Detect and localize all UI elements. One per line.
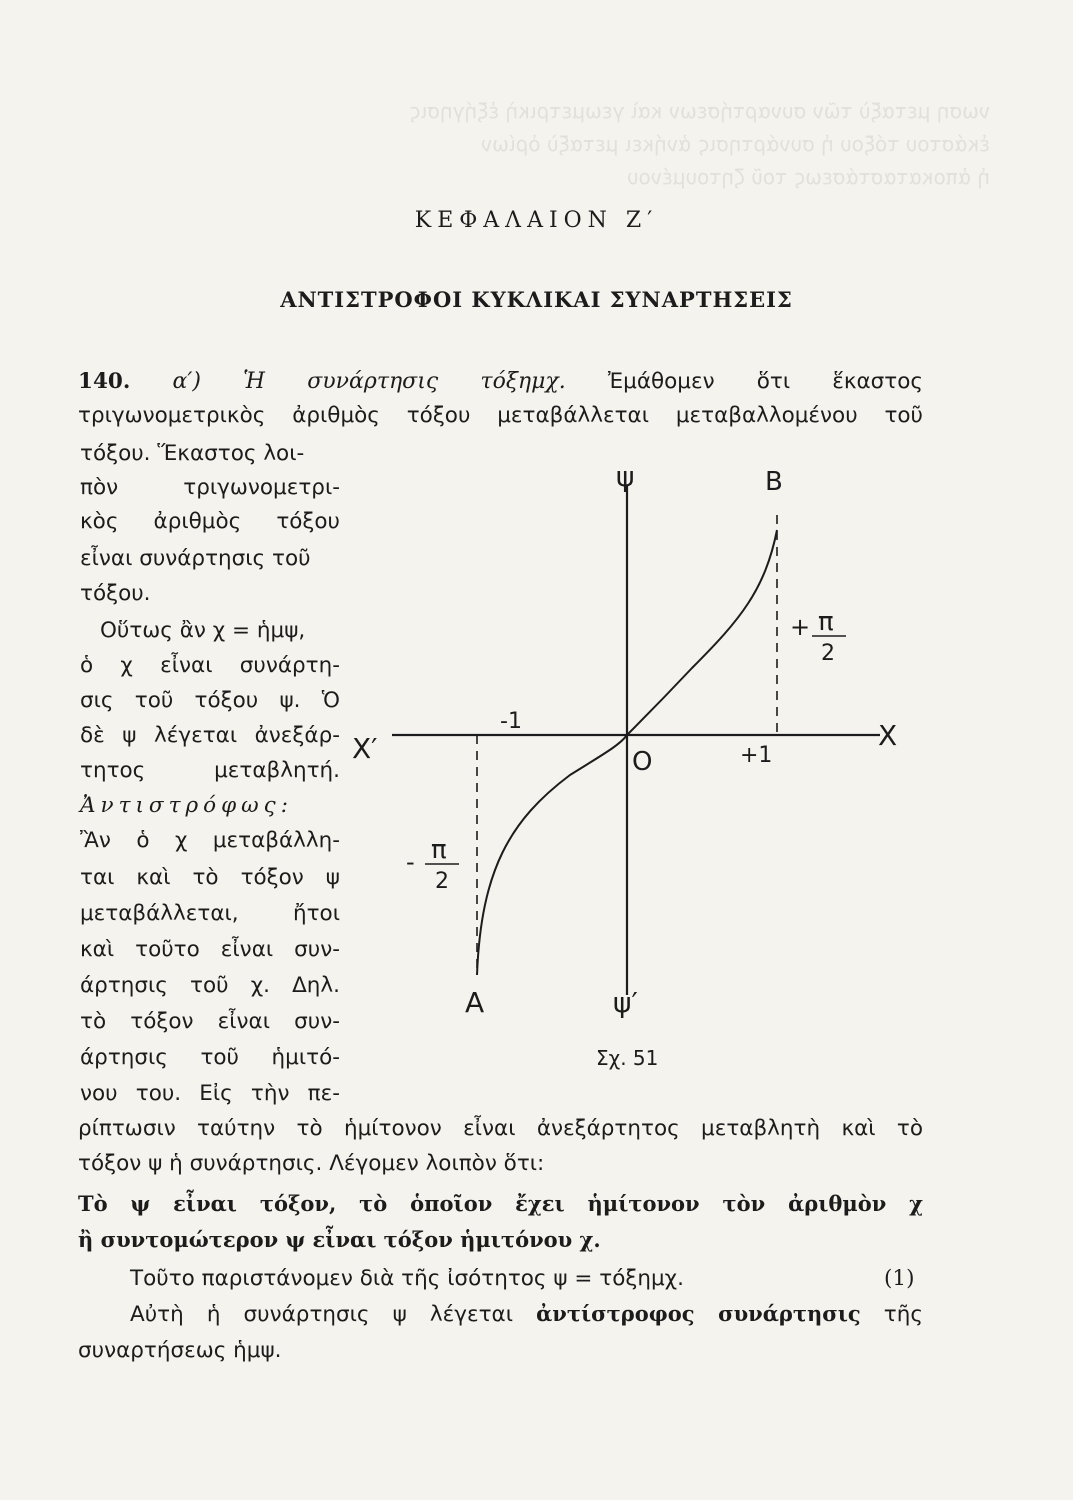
minus-pi-half-denominator: 2 [435,869,449,894]
psi-label: ψ [616,460,635,493]
figure-51 [340,440,930,1080]
column-line: νου του. Εἰς τὴν πε- [80,1081,340,1106]
point-b-label: B [765,467,783,497]
plus-one-label: +1 [740,743,773,768]
plus-pi-half-sign: + [790,613,811,641]
column-line: Οὕτως ἂν χ = ἡμψ, [100,618,306,643]
column-line: κὸς ἀριθμὸς τόξου [80,509,340,534]
column-line: τόξου. Ἕκαστος λοι- [80,441,305,466]
column-line: Ἂν ὁ χ μεταβάλλη- [80,828,340,853]
chapter-heading: ΚΕΦΑΛΑΙΟΝ Ζ′ [414,208,659,233]
paragraph-140-line-1 [78,368,923,396]
figure-caption: Σχ. 51 [596,1046,659,1070]
column-line: Ἀντιστρόφως: [80,793,293,818]
paragraph-line: τόξον ψ ἡ συνάρτησις. Λέγομεν λοιπὸν ὅτι: [78,1151,545,1176]
definition-line: ἢ συντομώτερον ψ εἶναι τόξον ἡμιτόνου χ. [78,1227,601,1252]
column-line: καὶ τοῦτο εἶναι συν- [80,937,340,962]
paragraph-line: ρίπτωσιν ταύτην τὸ ἡμίτονον εἶναι ἀνεξάρτητος μεταβλητὴ καὶ τὸ [78,1116,923,1141]
column-line: ὁ χ εἶναι συνάρτη- [80,653,340,678]
column-line: άρτησις τοῦ ἡμιτό- [80,1045,340,1070]
column-line: τητος μεταβλητή. [80,758,340,783]
minus-pi-half-sign: - [406,848,415,876]
column-line: άρτησις τοῦ χ. Δηλ. [80,973,340,998]
column-line: σις τοῦ τόξου ψ. Ὁ [80,688,340,713]
minus-pi-half-numerator: π [431,835,447,865]
closing-line-2: συναρτήσεως ἡμψ. [78,1338,282,1363]
psi-prime-label: ψ′ [613,986,638,1019]
paragraph-number: 140. [78,369,131,394]
minus-one-label: -1 [500,709,522,734]
formula-line: Τοῦτο παριστάνομεν διὰ τῆς ἰσότητος ψ = τόξημχ. [130,1266,684,1291]
bleed-through-text: νωση μεταξὺ τῶν συναρτήσεων καὶ γεωμετρικὴ ἐξήγησις ἑκάστου τόξου ἡ συνάρτησις ἀνήκει μεταξὺ ὁρίων ἡ ἀποκαταστάσεως τοῦ ζητουμένου [408,99,990,189]
column-line: τόξου. [80,581,151,606]
closing-line-1 [130,1300,923,1329]
x-prime-label: X′ [352,732,378,765]
column-line: μεταβάλλεται, ἤτοι [80,901,340,926]
column-line: εἶναι συνάρτησις τοῦ [80,546,311,571]
column-line: τὸ τόξον εἶναι συν- [80,1009,340,1034]
paragraph-140-line-2: τριγωνομετρικὸς ἀριθμὸς τόξου μεταβάλλεται μεταβαλλομένου τοῦ [78,403,923,428]
equation-number: (1) [884,1266,915,1291]
point-a-label: A [465,986,485,1019]
column-line: δὲ ψ λέγεται ἀνεξάρ- [80,723,340,748]
inverse-function-term: ἀντίστροφος συνάρτησις [536,1301,861,1326]
closing-text-start: Αὐτὴ ἡ συνάρτησις ψ λέγεται [130,1302,514,1327]
x-label: X [878,719,898,752]
plus-pi-half-denominator: 2 [821,641,835,666]
definition-line: Τὸ ψ εἶναι τόξον, τὸ ὁποῖον ἔχει ἡμίτονον τὸν ἀριθμὸν χ [78,1191,923,1216]
paragraph-heading: α′) Ἡ συνάρτησις τόξημχ. [172,369,566,394]
plus-pi-half-numerator: π [818,607,834,637]
chapter-title: ΑΝΤΙΣΤΡΟΦΟΙ ΚΥΚΛΙΚΑΙ ΣΥΝΑΡΤΗΣΕΙΣ [280,287,793,312]
closing-text-end: τῆς [883,1302,923,1327]
paragraph-140-line-1-text: Ἐμάθομεν ὅτι ἕκαστος [607,369,923,394]
column-line: πὸν τριγωνομετρι- [80,475,340,500]
origin-label: O [632,747,653,777]
column-line: ται καὶ τὸ τόξον ψ [80,865,340,890]
